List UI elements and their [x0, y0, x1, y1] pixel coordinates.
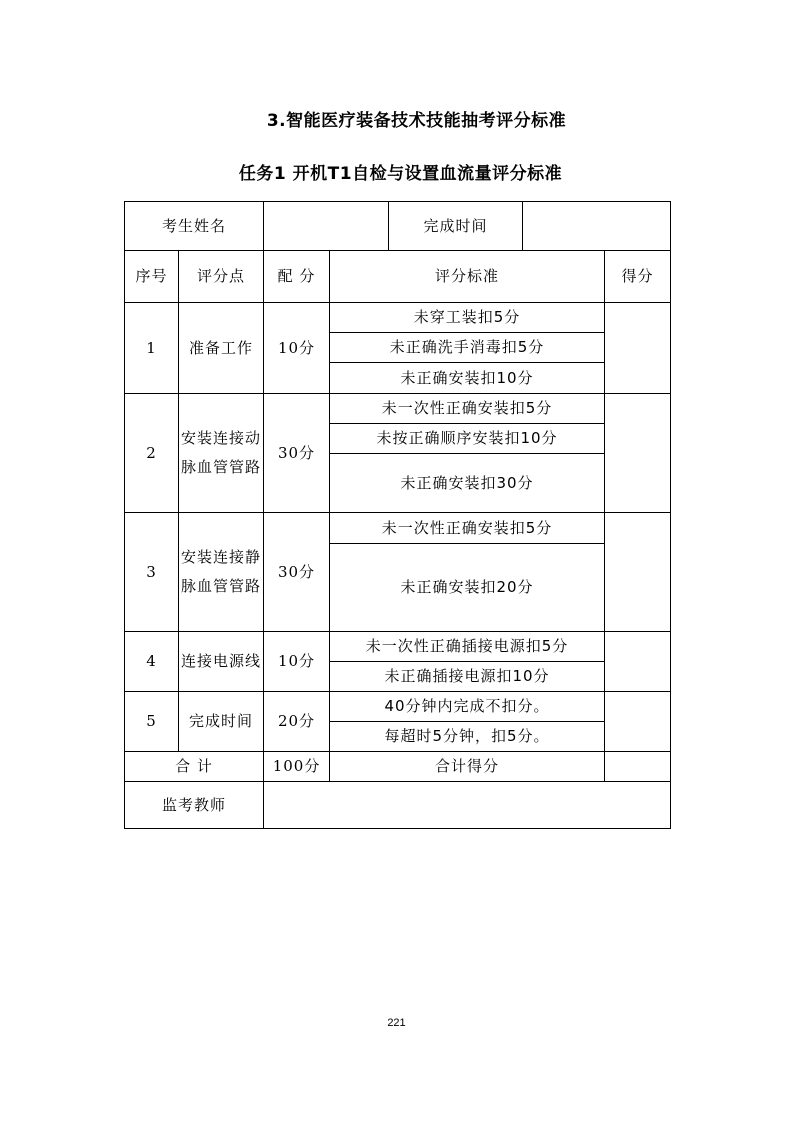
row-score: 30分: [264, 513, 330, 632]
row-scoring-point: 安装连接静脉血管管路: [179, 513, 264, 632]
candidate-name-value: [264, 202, 389, 251]
row-got-score: [605, 303, 671, 394]
row-index: 1: [125, 303, 179, 394]
scoring-table: [124, 201, 671, 829]
row-scoring-point: 连接电源线: [179, 632, 264, 692]
total-row: [125, 752, 671, 782]
row-criterion: 未一次性正确安装扣5分: [330, 394, 605, 424]
col-score-header: 配 分: [264, 251, 330, 303]
row-criterion: 未按正确顺序安装扣10分: [330, 424, 605, 454]
table-row: [125, 513, 671, 544]
candidate-name-label: 考生姓名: [125, 202, 264, 251]
row-criterion: 未正确安装扣20分: [330, 544, 605, 632]
row-got-score: [605, 632, 671, 692]
col-point-header: 评分点: [179, 251, 264, 303]
table-row: [125, 632, 671, 662]
total-got-score: [605, 752, 671, 782]
header-row: [125, 202, 671, 251]
total-criteria: 合计得分: [330, 752, 605, 782]
row-got-score: [605, 394, 671, 513]
row-score: 20分: [264, 692, 330, 752]
col-index-header: 序号: [125, 251, 179, 303]
supervisor-row: [125, 782, 671, 829]
row-criterion: 未穿工装扣5分: [330, 303, 605, 333]
row-criterion: 未正确安装扣30分: [330, 454, 605, 513]
row-scoring-point: 完成时间: [179, 692, 264, 752]
row-index: 3: [125, 513, 179, 632]
row-criterion: 未正确安装扣10分: [330, 363, 605, 394]
page-number: 221: [387, 1017, 406, 1029]
row-criterion: 未正确洗手消毒扣5分: [330, 333, 605, 363]
row-scoring-point: 安装连接动脉血管管路: [179, 394, 264, 513]
total-label: 合 计: [125, 752, 264, 782]
row-got-score: [605, 513, 671, 632]
table-row: [125, 303, 671, 333]
document-title: 3.智能医疗装备技术技能抽考评分标准: [266, 111, 567, 131]
table-row: [125, 394, 671, 424]
supervisor-label: 监考教师: [125, 782, 264, 829]
row-score: 30分: [264, 394, 330, 513]
row-scoring-point: 准备工作: [179, 303, 264, 394]
row-index: 5: [125, 692, 179, 752]
col-criteria-header: 评分标准: [330, 251, 605, 303]
row-criterion: 每超时5分钟，扣5分。: [330, 722, 605, 752]
completion-time-label: 完成时间: [389, 202, 523, 251]
row-got-score: [605, 692, 671, 752]
row-score: 10分: [264, 632, 330, 692]
completion-time-value: [523, 202, 671, 251]
row-criterion: 40分钟内完成不扣分。: [330, 692, 605, 722]
row-criterion: 未一次性正确插接电源扣5分: [330, 632, 605, 662]
task-title: 任务1 开机T1自检与设置血流量评分标准: [238, 164, 563, 184]
table-row: [125, 692, 671, 722]
row-criterion: 未一次性正确安装扣5分: [330, 513, 605, 544]
supervisor-value: [264, 782, 671, 829]
row-index: 4: [125, 632, 179, 692]
row-index: 2: [125, 394, 179, 513]
col-got-header: 得分: [605, 251, 671, 303]
row-criterion: 未正确插接电源扣10分: [330, 662, 605, 692]
row-score: 10分: [264, 303, 330, 394]
column-header-row: [125, 251, 671, 303]
total-score: 100分: [264, 752, 330, 782]
